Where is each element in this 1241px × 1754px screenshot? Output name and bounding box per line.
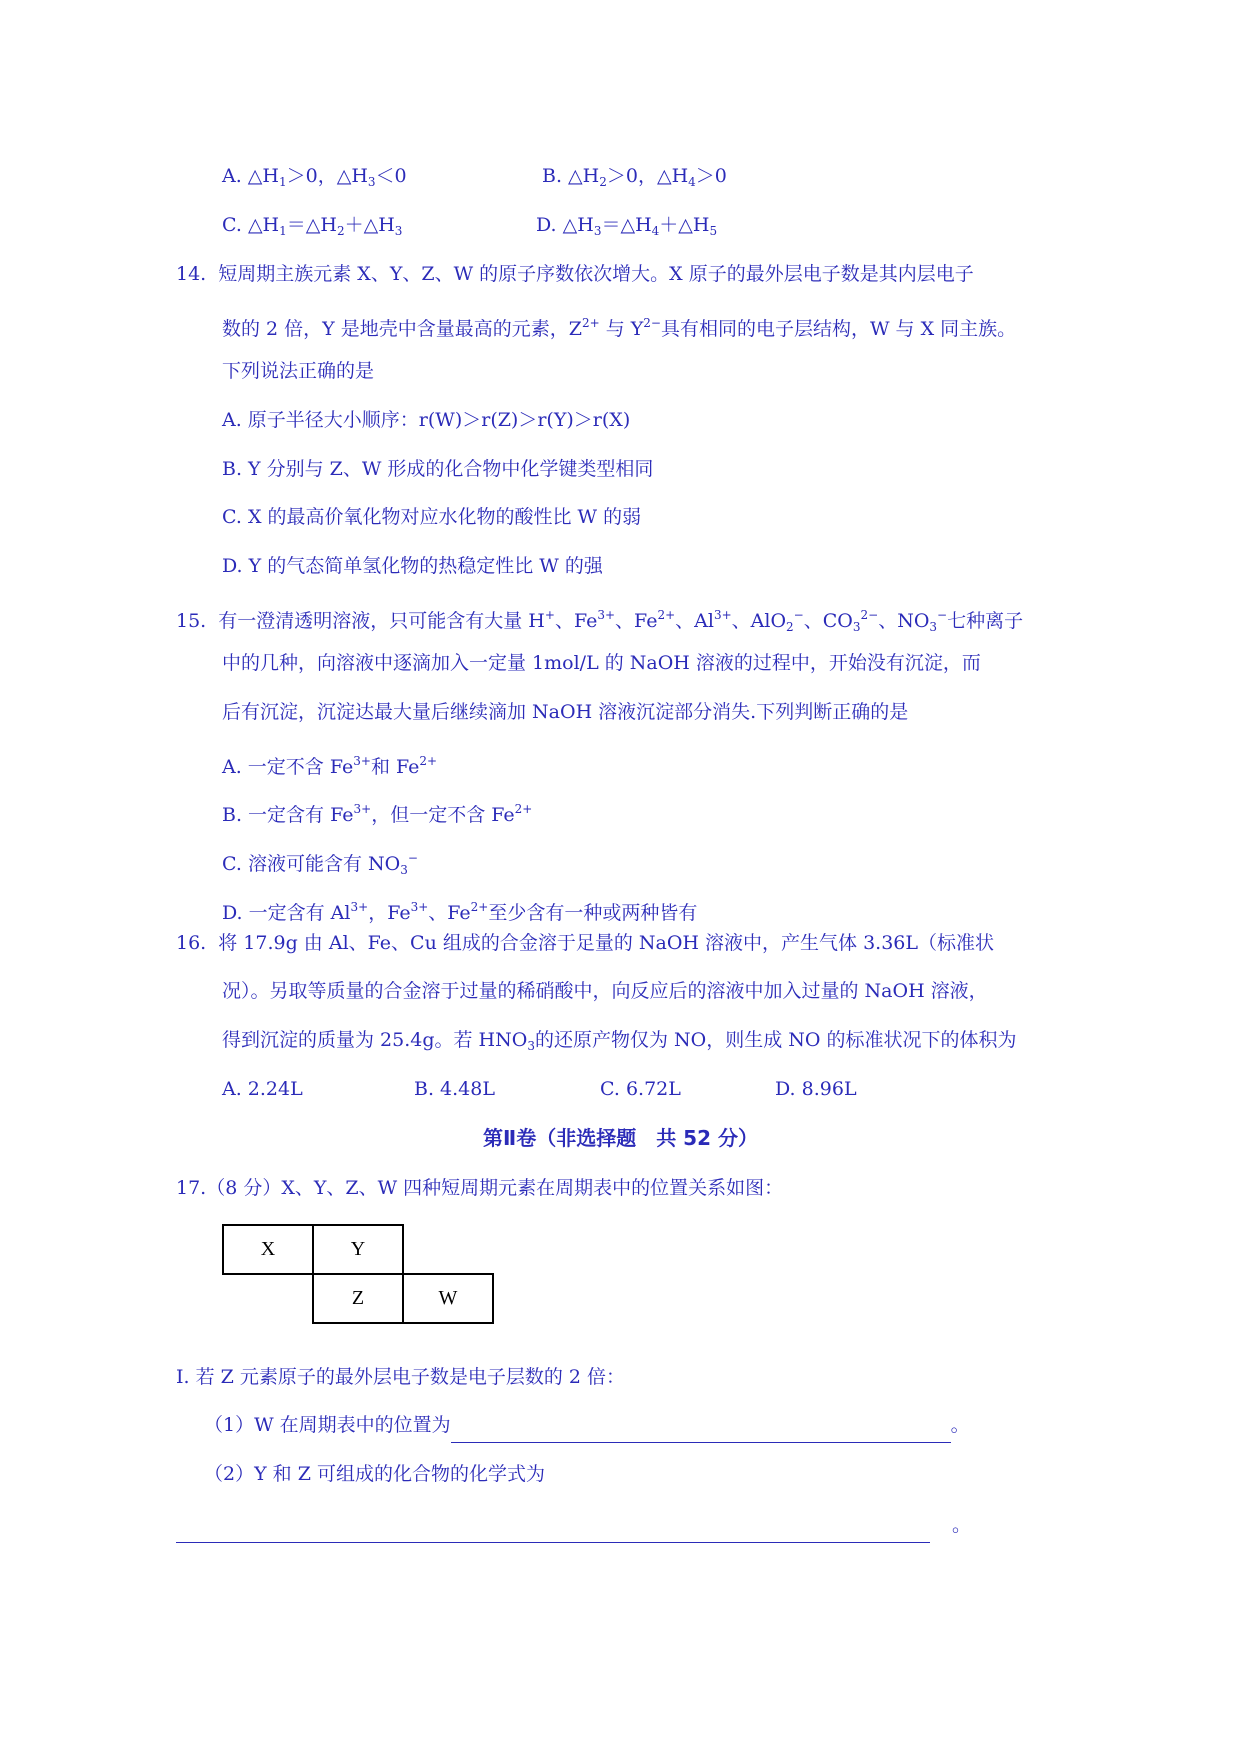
cell-y: Y xyxy=(313,1225,403,1274)
q16-options xyxy=(222,1076,857,1102)
q13-option-d: D. $\triangle H_3=\triangle H_4+\triangle H_5$ xyxy=(536,214,718,238)
q14-option-c: C. X 的最高价氧化物对应水化物的酸性比 W 的弱 xyxy=(222,506,642,528)
q13-option-c: C. $\triangle H_1=\triangle H_2+\triangle H_3$ xyxy=(222,214,403,238)
q16-option-a: A. 2.24L xyxy=(222,1078,303,1100)
q17-sub2: （2）Y 和 Z 可组成的化合物的化学式为 xyxy=(204,1463,545,1485)
q14-line1: 14. 短周期主族元素 X、Y、Z、W 的原子序数依次增大。X 原子的最外层电子数是其内层电子 xyxy=(176,263,974,285)
q15-line1: 15. 有一澄清透明溶液，只可能含有大量 H+、$Fe^{3+}$、$Fe^{2+}$、$Al^{3+}$、AlO$_2$−、$CO_3^{2-}$、$NO_3^-$七种离子 xyxy=(176,608,1024,634)
cell-empty-top xyxy=(403,1225,493,1274)
q13-option-a: A. $\triangle H_1>0$，$\triangle H_3<0$ xyxy=(222,165,407,189)
q14-line3: 下列说法正确的是 xyxy=(222,360,375,382)
q15-option-b: B. 一定含有 $Fe^{3+}$，但一定不含 $Fe^{2+}$ xyxy=(222,802,533,826)
q16-line3: 得到沉淀的质量为 25.4g。若 $HNO_3$的还原产物仅为 NO，则生成 NO 的标准状况下的体积为 xyxy=(222,1029,1017,1053)
q14-line2: 数的 2 倍，Y 是地壳中含量最高的元素，$Z^{2+}$ 与 $Y^{2-}$具有相同的电子层结构，W 与 X 同主族。 xyxy=(222,316,1017,340)
answer-blank-2[interactable] xyxy=(176,1516,930,1543)
q15-option-c: C. 溶液可能含有 $NO_3^-$ xyxy=(222,851,418,877)
cell-empty-bottom xyxy=(223,1274,313,1323)
q15-option-d: D. 一定含有 $Al^{3+}$，$Fe^{3+}$、$Fe^{2+}$至少含有一种或两种皆有 xyxy=(222,900,698,924)
q13-options-row2 xyxy=(222,212,717,244)
q15-number: 15. xyxy=(176,610,207,632)
q13-option-b: B. $\triangle H_2>0$，$\triangle H_4>0$ xyxy=(542,165,727,189)
q16-option-c: C. 6.72L xyxy=(600,1078,681,1100)
answer-blank-1[interactable] xyxy=(451,1416,951,1443)
q16-line1: 16. 将 17.9g 由 Al、Fe、Cu 组成的合金溶于足量的 NaOH 溶液中，产生气体 3.36L（标准状 xyxy=(176,932,994,954)
q17-part1: I. 若 Z 元素原子的最外层电子数是电子层数的 2 倍： xyxy=(176,1366,626,1388)
periodic-position-table xyxy=(222,1224,494,1324)
q16-line2: 况）。另取等质量的合金溶于过量的稀硝酸中，向反应后的溶液中加入过量的 NaOH 溶液， xyxy=(222,980,988,1002)
cell-z: Z xyxy=(313,1274,403,1323)
q15-line3: 后有沉淀，沉淀达最大量后继续滴加 NaOH 溶液沉淀部分消失.下列判断正确的是 xyxy=(222,701,909,723)
section-title: 第Ⅱ卷（非选择题 共 52 分） xyxy=(483,1126,758,1150)
q14-option-a: A. 原子半径大小顺序：r(W)＞r(Z)＞r(Y)＞r(X) xyxy=(222,409,631,431)
q14-option-b: B. Y 分别与 Z、W 形成的化合物中化学键类型相同 xyxy=(222,458,654,480)
q15-line2: 中的几种，向溶液中逐滴加入一定量 1mol/L 的 NaOH 溶液的过程中，开始没有沉淀，而 xyxy=(222,652,981,674)
q14-option-d: D. Y 的气态简单氢化物的热稳定性比 W 的强 xyxy=(222,555,603,577)
q17-sub2-answer-line: 。 xyxy=(176,1512,971,1543)
q17-sub1: （1）W 在周期表中的位置为 。 xyxy=(204,1412,970,1443)
q16-option-d: D. 8.96L xyxy=(775,1078,857,1100)
cell-w: W xyxy=(403,1274,493,1323)
q13-options-row1 xyxy=(222,163,727,195)
q17-line1: 17.（8 分）X、Y、Z、W 四种短周期元素在周期表中的位置关系如图： xyxy=(176,1177,784,1199)
q16-number: 16. xyxy=(176,932,207,954)
q15-option-a: A. 一定不含 $Fe^{3+}$和 $Fe^{2+}$ xyxy=(222,754,438,778)
q16-option-b: B. 4.48L xyxy=(414,1078,495,1100)
cell-x: X xyxy=(223,1225,313,1274)
q14-number: 14. xyxy=(176,263,207,285)
